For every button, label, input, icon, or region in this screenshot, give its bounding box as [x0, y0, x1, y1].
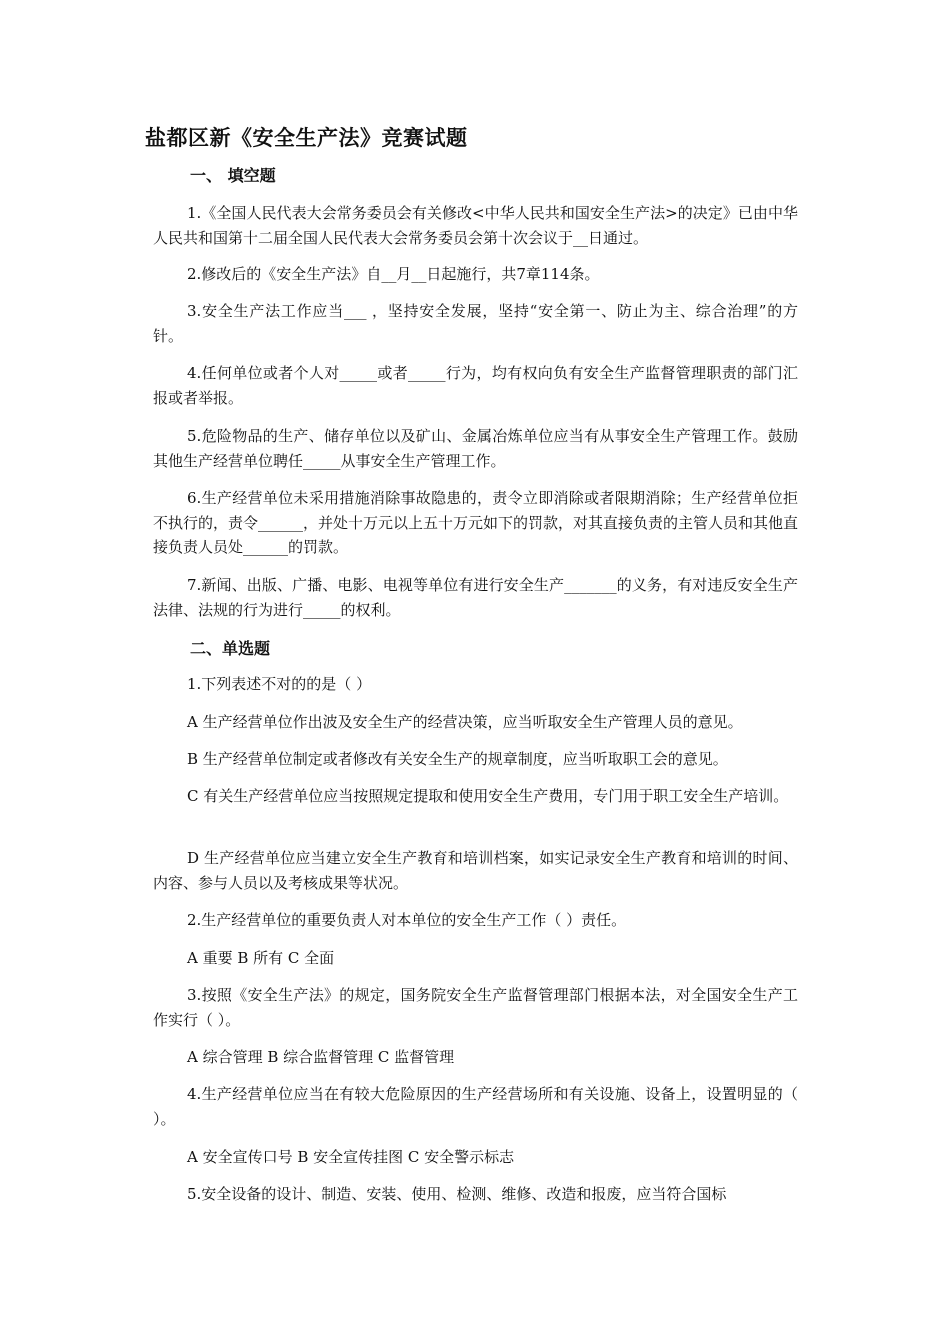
- option-paragraph: A 安全宣传口号 B 安全宣传挂图 C 安全警示标志: [187, 1148, 515, 1166]
- question-paragraph: 5.安全设备的设计、制造、安装、使用、检测、维修、改造和报废，应当符合国标: [187, 1185, 727, 1203]
- question-paragraph: 3.安全生产法工作应当___ ，坚持安全发展，坚持“安全第一、防止为主、综合治理”的方针。: [153, 302, 798, 345]
- option-paragraph: C 有关生产经营单位应当按照规定提取和使用安全生产费用，专门用于职工安全生产培训。: [187, 787, 789, 805]
- question-paragraph: 4.任何单位或者个人对_____或者_____行为，均有权向负有安全生产监督管理职责的部门汇报或者举报。: [153, 364, 798, 407]
- option-paragraph: A 重要 B 所有 C 全面: [187, 949, 335, 967]
- question-paragraph: 6.生产经营单位未采用措施消除事故隐患的，责令立即消除或者限期消除；生产经营单位拒不执行的，责令______，并处十万元以上五十万元如下的罚款，对其直接负责的主管人员和其他直接负责人员处______的罚款。: [153, 489, 799, 556]
- question-paragraph: 2.修改后的《安全生产法》自__月__日起施行，共7章114条。: [187, 265, 600, 283]
- question-paragraph: 7.新闻、出版、广播、电影、电视等单位有进行安全生产_______的义务，有对违反安全生产法律、法规的行为进行_____的权利。: [153, 576, 798, 619]
- section-heading-single-choice: 二、单选题: [190, 639, 271, 658]
- option-paragraph: D 生产经营单位应当建立安全生产教育和培训档案，如实记录安全生产教育和培训的时间、内容、参与人员以及考核成果等状况。: [153, 849, 798, 892]
- question-paragraph: 2.生产经营单位的重要负责人对本单位的安全生产工作（ ）责任。: [187, 911, 627, 929]
- question-paragraph: 4.生产经营单位应当在有较大危险原因的生产经营场所和有关设施、设备上，设置明显的（ ）。: [153, 1085, 798, 1128]
- option-paragraph: A 生产经营单位作出波及安全生产的经营决策，应当听取安全生产管理人员的意见。: [187, 713, 743, 731]
- document-title: 盐都区新《安全生产法》竞赛试题: [145, 125, 468, 150]
- section-heading-fill-blank: 一、 填空题: [190, 166, 276, 185]
- option-paragraph: B 生产经营单位制定或者修改有关安全生产的规章制度，应当听取职工会的意见。: [187, 750, 728, 768]
- question-paragraph: 5.危险物品的生产、储存单位以及矿山、金属冶炼单位应当有从事安全生产管理工作。鼓励其他生产经营单位聘任_____从事安全生产管理工作。: [153, 427, 798, 470]
- question-paragraph: 1.《全国人民代表大会常务委员会有关修改<中华人民共和国安全生产法>的决定》已由中华人民共和国第十二届全国人民代表大会常务委员会第十次会议于__日通过。: [153, 204, 798, 247]
- question-paragraph: 3.按照《安全生产法》的规定，国务院安全生产监督管理部门根据本法，对全国安全生产工作实行（ ）。: [153, 986, 798, 1029]
- question-paragraph: 1.下列表述不对的的是（ ）: [187, 675, 372, 693]
- option-paragraph: A 综合管理 B 综合监督管理 C 监督管理: [187, 1048, 455, 1066]
